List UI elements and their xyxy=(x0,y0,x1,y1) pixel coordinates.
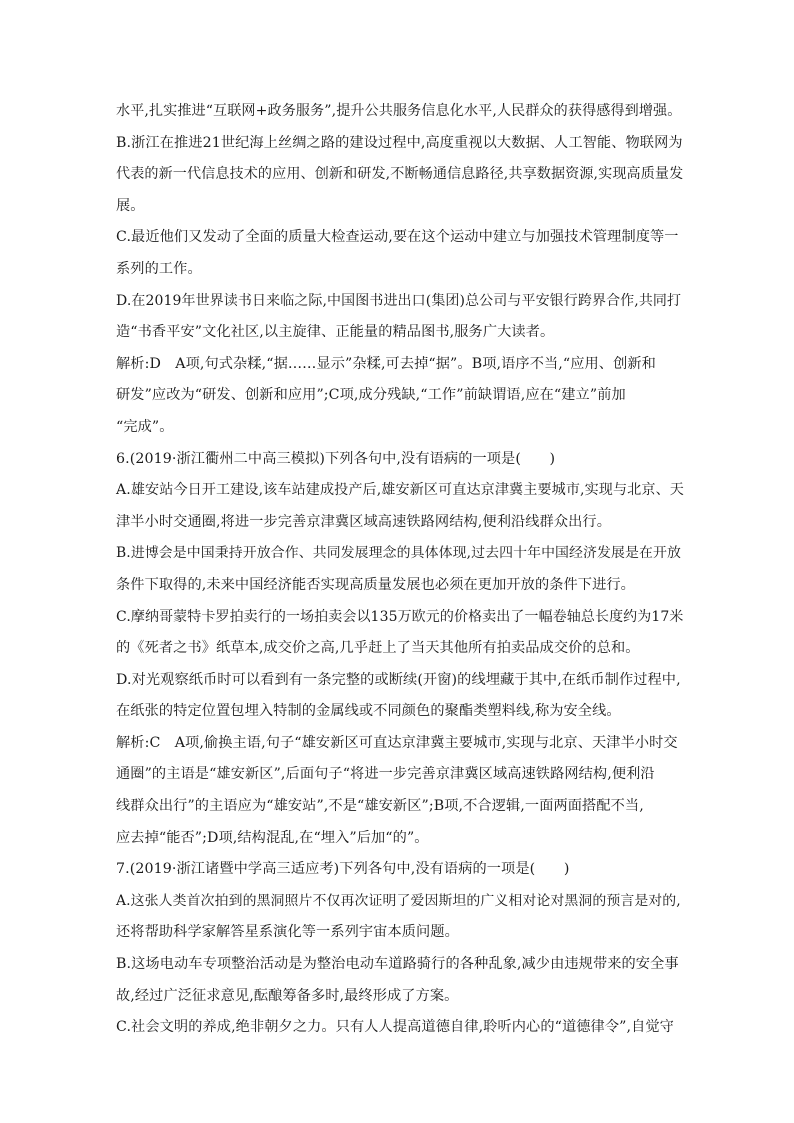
question-heading: 7.(2019·浙江诸暨中学高三适应考)下列各句中,没有语病的一项是( ) xyxy=(116,861,570,878)
text-line: “完成”。 xyxy=(116,418,174,435)
text-line: C.最近他们又发动了全面的质量大检查运动,要在这个运动中建立与加强技术管理制度等一 xyxy=(116,229,679,246)
text-line: 解析:D A项,句式杂糅,“据……显示”杂糅,可去掉“据”。B项,语序不当,“应用、创新和 xyxy=(116,355,656,372)
text-line: 展。 xyxy=(116,197,145,214)
text-line: D.在2019年世界读书日来临之际,中国图书进出口(集团)总公司与平安银行跨界合作,共同打 xyxy=(116,292,682,309)
text-line: 研发”应改为“研发、创新和应用”;C项,成分残缺,“工作”前缺谓语,应在“建立”前加 xyxy=(116,387,626,404)
text-line: A.雄安站今日开工建设,该车站建成投产后,雄安新区可直达京津冀主要城市,实现与北京、天 xyxy=(116,482,684,499)
document-page xyxy=(116,96,684,1044)
text-line: 造“书香平安”文化社区,以主旋律、正能量的精品图书,服务广大读者。 xyxy=(116,324,555,341)
text-line: 津半小时交通圈,将进一步完善京津冀区域高速铁路网结构,便利沿线群众出行。 xyxy=(116,513,611,530)
text-line: 条件下取得的,未来中国经济能否实现高质量发展也必须在更加开放的条件下进行。 xyxy=(116,576,635,593)
text-line: C.摩纳哥蒙特卡罗拍卖行的一场拍卖会以135万欧元的价格卖出了一幅卷轴总长度约为17米 xyxy=(116,608,684,625)
text-line: C.社会文明的养成,绝非朝夕之力。只有人人提高道德自律,聆听内心的“道德律令”,自觉守 xyxy=(116,1019,674,1036)
text-line: 的《死者之书》纸草本,成交价之高,几乎赶上了当天其他所有拍卖品成交价的总和。 xyxy=(116,640,640,657)
text-line: 线群众出行”的主语应为“雄安站”,不是“雄安新区”;B项,不合逻辑,一面两面搭配不当, xyxy=(116,798,644,815)
text-line: 水平,扎实推进“互联网+政务服务”,提升公共服务信息化水平,人民群众的获得感得到增强。 xyxy=(116,103,682,119)
text-line: B.浙江在推进21世纪海上丝绸之路的建设过程中,高度重视以大数据、人工智能、物联网为 xyxy=(116,134,683,151)
text-line: A.这张人类首次拍到的黑洞照片不仅再次证明了爱因斯坦的广义相对论对黑洞的预言是对的, xyxy=(116,892,681,909)
text-line: 还将帮助科学家解答星系演化等一系列宇宙本质问题。 xyxy=(116,924,459,941)
text-line: 代表的新一代信息技术的应用、创新和研发,不断畅通信息路径,共享数据资源,实现高质量发 xyxy=(116,166,684,183)
text-line: 通圈”的主语是“雄安新区”,后面句子“将进一步完善京津冀区域高速铁路网结构,便利沿 xyxy=(116,766,655,783)
text-line: D.对光观察纸币时可以看到有一条完整的或断续(开窗)的线埋藏于其中,在纸币制作过程中, xyxy=(116,671,681,688)
text-line: 应去掉“能否”;D项,结构混乱,在“埋入”后加“的”。 xyxy=(116,829,429,846)
text-line: B.这场电动车专项整治活动是为整治电动车道路骑行的各种乱象,减少由违规带来的安全事 xyxy=(116,956,679,973)
text-line: 在纸张的特定位置包埋入特制的金属线或不同颜色的聚酯类塑料线,称为安全线。 xyxy=(116,703,621,720)
text-line: 系列的工作。 xyxy=(116,260,202,277)
text-line: 解析:C A项,偷换主语,句子“雄安新区可直达京津冀主要城市,实现与北京、天津半小时交 xyxy=(116,734,678,751)
text-line: B.进博会是中国秉持开放合作、共同发展理念的具体体现,过去四十年中国经济发展是在开放 xyxy=(116,545,681,562)
text-line: 故,经过广泛征求意见,酝酿筹备多时,最终形成了方案。 xyxy=(116,987,459,1004)
question-heading: 6.(2019·浙江衢州二中高三模拟)下列各句中,没有语病的一项是( ) xyxy=(116,450,556,467)
